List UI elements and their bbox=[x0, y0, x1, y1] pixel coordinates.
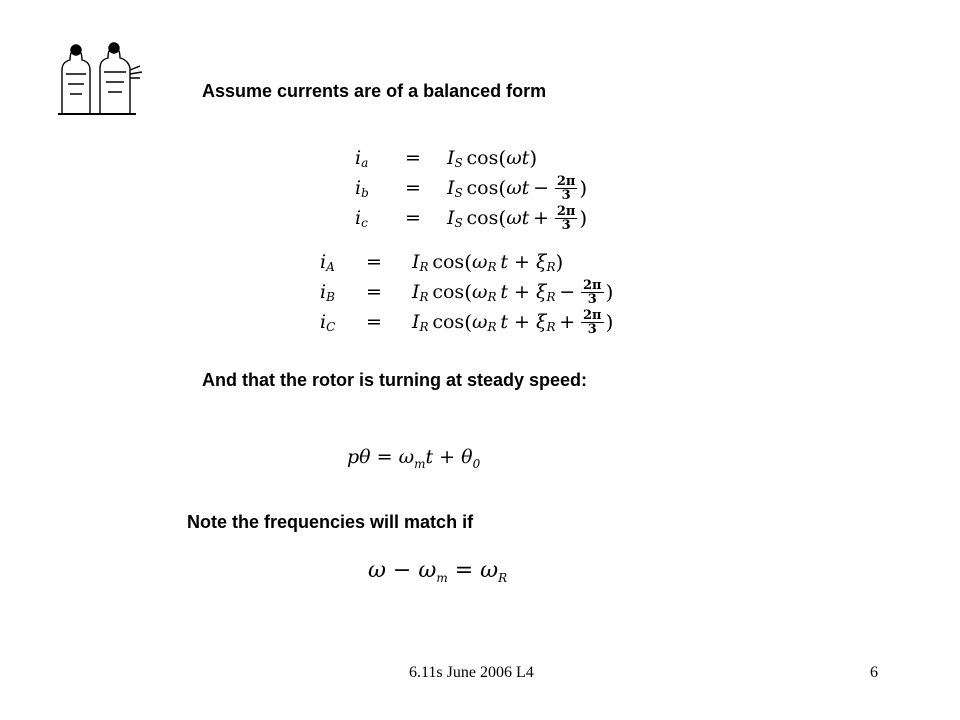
rotor-speed-sub-0: 0 bbox=[472, 457, 481, 471]
heading-rotor-speed: And that the rotor is turning at steady speed: bbox=[202, 370, 588, 390]
stator-lhs-symbol: i bbox=[355, 177, 362, 199]
rotor-lhs-subscript: A bbox=[326, 260, 335, 274]
rotor-open-paren: ( bbox=[464, 250, 472, 274]
rotor-rhs bbox=[412, 247, 563, 277]
stator-rhs bbox=[447, 173, 587, 203]
rotor-close-paren: ) bbox=[605, 310, 614, 334]
stator-argument: ωt bbox=[506, 207, 530, 229]
rotor-phase-numerator: 2π bbox=[583, 307, 602, 323]
rotor-open-paren: ( bbox=[464, 310, 472, 334]
rotor-argument-omega-subscript: R bbox=[487, 320, 497, 334]
stator-lhs-subscript: c bbox=[361, 216, 368, 230]
stator-rhs bbox=[447, 203, 587, 233]
rotor-equals-sign: = bbox=[366, 281, 382, 303]
rotor-argument-omega: ω bbox=[472, 281, 488, 303]
stator-phase-fraction bbox=[555, 205, 578, 232]
stator-lhs bbox=[355, 203, 368, 233]
freq-eq-part-a: ω − ω bbox=[368, 558, 437, 583]
stator-phase-denominator: 3 bbox=[561, 187, 571, 203]
stator-open-paren: ( bbox=[498, 176, 507, 200]
rotor-lhs bbox=[320, 277, 335, 307]
rotor-lhs bbox=[320, 247, 335, 277]
rotor-phase-fraction bbox=[581, 279, 604, 306]
stator-close-paren: ) bbox=[579, 206, 588, 230]
rotor-argument-omega: ω bbox=[472, 251, 488, 273]
rotor-phase-numerator: 2π bbox=[583, 277, 602, 293]
rotor-phase-denominator: 3 bbox=[587, 291, 597, 307]
stator-lhs bbox=[355, 173, 369, 203]
stator-phase-sign: − bbox=[529, 177, 553, 199]
stator-amplitude-subscript: S bbox=[454, 216, 463, 230]
freq-eq-sub-r: R bbox=[498, 571, 508, 585]
rotor-lhs bbox=[320, 307, 335, 337]
rotor-speed-equation bbox=[347, 446, 481, 471]
stator-close-paren: ) bbox=[579, 176, 588, 200]
rotor-amplitude-subscript: R bbox=[419, 320, 429, 334]
stator-phase-fraction bbox=[555, 175, 578, 202]
rotor-rhs bbox=[412, 277, 613, 307]
stator-phase-denominator: 3 bbox=[561, 217, 571, 233]
stator-amplitude: I bbox=[447, 177, 455, 199]
stator-lhs-symbol: i bbox=[355, 207, 362, 229]
rotor-amplitude-subscript: R bbox=[419, 290, 429, 304]
rotor-cos: cos bbox=[428, 311, 465, 333]
heading-frequency-match: Note the frequencies will match if bbox=[187, 512, 474, 532]
institution-logo bbox=[56, 40, 144, 116]
rotor-current-equations bbox=[320, 247, 640, 339]
rotor-equals-sign: = bbox=[366, 311, 382, 333]
rotor-amplitude: I bbox=[412, 251, 420, 273]
stator-lhs bbox=[355, 143, 368, 173]
rotor-argument-xi-subscript: R bbox=[546, 290, 556, 304]
rotor-lhs-symbol: i bbox=[320, 251, 327, 273]
rotor-argument-omega-subscript: R bbox=[487, 290, 497, 304]
rotor-rhs bbox=[412, 307, 613, 337]
rotor-lhs-symbol: i bbox=[320, 311, 327, 333]
stator-phase-sign: + bbox=[529, 207, 553, 229]
footer-course-label: 6.11s June 2006 L4 bbox=[409, 664, 534, 681]
stator-argument: ωt bbox=[506, 177, 530, 199]
rotor-speed-lhs: pθ = ω bbox=[347, 446, 415, 468]
rotor-argument-xi-subscript: R bbox=[546, 320, 556, 334]
rotor-open-paren: ( bbox=[464, 280, 472, 304]
rotor-lhs-subscript: C bbox=[326, 320, 336, 334]
stator-current-equations bbox=[355, 143, 615, 235]
stator-lhs-symbol: i bbox=[355, 147, 362, 169]
rotor-lhs-subscript: B bbox=[326, 290, 335, 304]
stator-cos: cos bbox=[462, 147, 499, 169]
rotor-argument-t-xi: t + ξ bbox=[496, 251, 547, 273]
rotor-argument-omega-subscript: R bbox=[487, 260, 497, 274]
heading-balanced-currents: Assume currents are of a balanced form bbox=[202, 81, 547, 101]
rotor-phase-sign: − bbox=[555, 281, 580, 303]
stator-argument: ωt bbox=[506, 147, 530, 169]
rotor-equals-sign: = bbox=[366, 251, 382, 273]
rotor-phase-denominator: 3 bbox=[587, 321, 597, 337]
rotor-phase-fraction bbox=[581, 309, 604, 336]
rotor-phase-sign: + bbox=[555, 311, 580, 333]
rotor-close-paren: ) bbox=[555, 250, 564, 274]
freq-eq-sub-m: m bbox=[436, 571, 448, 585]
freq-eq-part-b: = ω bbox=[447, 558, 499, 583]
rotor-speed-mid: t + θ bbox=[425, 446, 473, 468]
stator-close-paren: ) bbox=[529, 146, 538, 170]
stator-open-paren: ( bbox=[498, 206, 507, 230]
rotor-argument-t-xi: t + ξ bbox=[496, 311, 547, 333]
rotor-cos: cos bbox=[428, 251, 465, 273]
rotor-argument-t-xi: t + ξ bbox=[496, 281, 547, 303]
stator-rhs bbox=[447, 143, 537, 173]
rotor-amplitude: I bbox=[412, 281, 420, 303]
rotor-amplitude: I bbox=[412, 311, 420, 333]
stator-equals-sign: = bbox=[405, 207, 421, 229]
rotor-speed-sub-m: m bbox=[414, 457, 426, 471]
rotor-amplitude-subscript: R bbox=[419, 260, 429, 274]
stator-lhs-subscript: a bbox=[361, 156, 369, 170]
stator-phase-numerator: 2π bbox=[556, 203, 576, 219]
frequency-match-equation bbox=[368, 558, 507, 583]
page-number: 6 bbox=[870, 664, 878, 681]
stator-open-paren: ( bbox=[498, 146, 507, 170]
rotor-argument-xi-subscript: R bbox=[546, 260, 556, 274]
stator-equals-sign: = bbox=[405, 147, 421, 169]
rotor-lhs-symbol: i bbox=[320, 281, 327, 303]
stator-equals-sign: = bbox=[405, 177, 421, 199]
stator-phase-numerator: 2π bbox=[556, 173, 576, 189]
stator-cos: cos bbox=[462, 177, 499, 199]
stator-lhs-subscript: b bbox=[361, 186, 369, 200]
stator-amplitude-subscript: S bbox=[454, 186, 463, 200]
rotor-argument-omega: ω bbox=[472, 311, 488, 333]
stator-cos: cos bbox=[462, 207, 499, 229]
stator-amplitude: I bbox=[447, 207, 455, 229]
rotor-close-paren: ) bbox=[605, 280, 614, 304]
rotor-cos: cos bbox=[428, 281, 465, 303]
stator-amplitude-subscript: S bbox=[454, 156, 463, 170]
stator-amplitude: I bbox=[447, 147, 455, 169]
